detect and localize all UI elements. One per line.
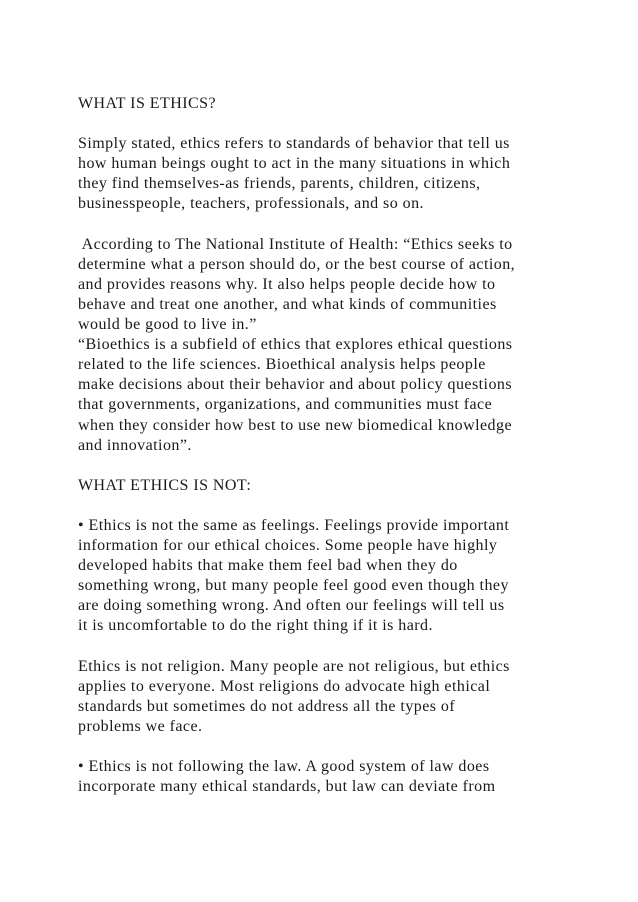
spacer (78, 496, 598, 516)
text-line: Ethics is not religion. Many people are not religious, but ethics (78, 657, 510, 675)
paragraph-not-feelings (78, 516, 598, 637)
paragraph-nih-quote (78, 235, 598, 456)
text-line: are doing something wrong. And often our feelings will tell us (78, 597, 505, 615)
text-line: and provides reasons why. It also helps people decide how to (78, 275, 496, 293)
spacer (78, 114, 598, 134)
text-line: it is uncomfortable to do the right thing if it is hard. (78, 617, 433, 635)
heading-what-is-ethics: WHAT IS ETHICS? (78, 95, 216, 112)
text-line: and innovation”. (78, 436, 192, 454)
text-line: that governments, organizations, and communities must face (78, 396, 493, 414)
text-line: when they consider how best to use new biomedical knowledge (78, 416, 513, 434)
text-line: information for our ethical choices. Some people have highly (78, 537, 498, 555)
paragraph-not-religion (78, 657, 598, 737)
heading-what-ethics-is-not: WHAT ETHICS IS NOT: (78, 476, 252, 494)
text-line: something wrong, but many people feel good even though they (78, 577, 509, 595)
text-line: • Ethics is not following the law. A good system of law does (78, 758, 490, 776)
text-line: applies to everyone. Most religions do advocate high ethical (78, 677, 491, 695)
text-line: how human beings ought to act in the many situations in which (78, 155, 511, 173)
spacer (78, 737, 598, 757)
text-line: According to The National Institute of Health: “Ethics seeks to (78, 235, 513, 253)
document-body (78, 94, 598, 797)
text-line: would be good to live in.” (78, 316, 257, 334)
text-line: developed habits that make them feel bad when they do (78, 557, 458, 575)
text-line: Simply stated, ethics refers to standards of behavior that tell us (78, 135, 510, 153)
paragraph-definition (78, 134, 598, 214)
text-line: make decisions about their behavior and about policy questions (78, 376, 513, 394)
text-line: behave and treat one another, and what kinds of communities (78, 295, 497, 313)
text-line: “Bioethics is a subfield of ethics that explores ethical questions (78, 336, 513, 354)
paragraph-not-law (78, 757, 598, 797)
text-line: they find themselves-as friends, parents, children, citizens, (78, 175, 481, 193)
text-line: related to the life sciences. Bioethical analysis helps people (78, 356, 486, 374)
text-line: • Ethics is not the same as feelings. Feelings provide important (78, 516, 510, 534)
text-line: incorporate many ethical standards, but law can deviate from (78, 778, 496, 796)
text-line: standards but sometimes do not address all the types of (78, 697, 456, 715)
text-line: determine what a person should do, or the best course of action, (78, 255, 516, 273)
spacer (78, 215, 598, 235)
text-line: problems we face. (78, 717, 203, 735)
text-line: businesspeople, teachers, professionals, and so on. (78, 195, 424, 213)
spacer (78, 637, 598, 657)
spacer (78, 456, 598, 476)
